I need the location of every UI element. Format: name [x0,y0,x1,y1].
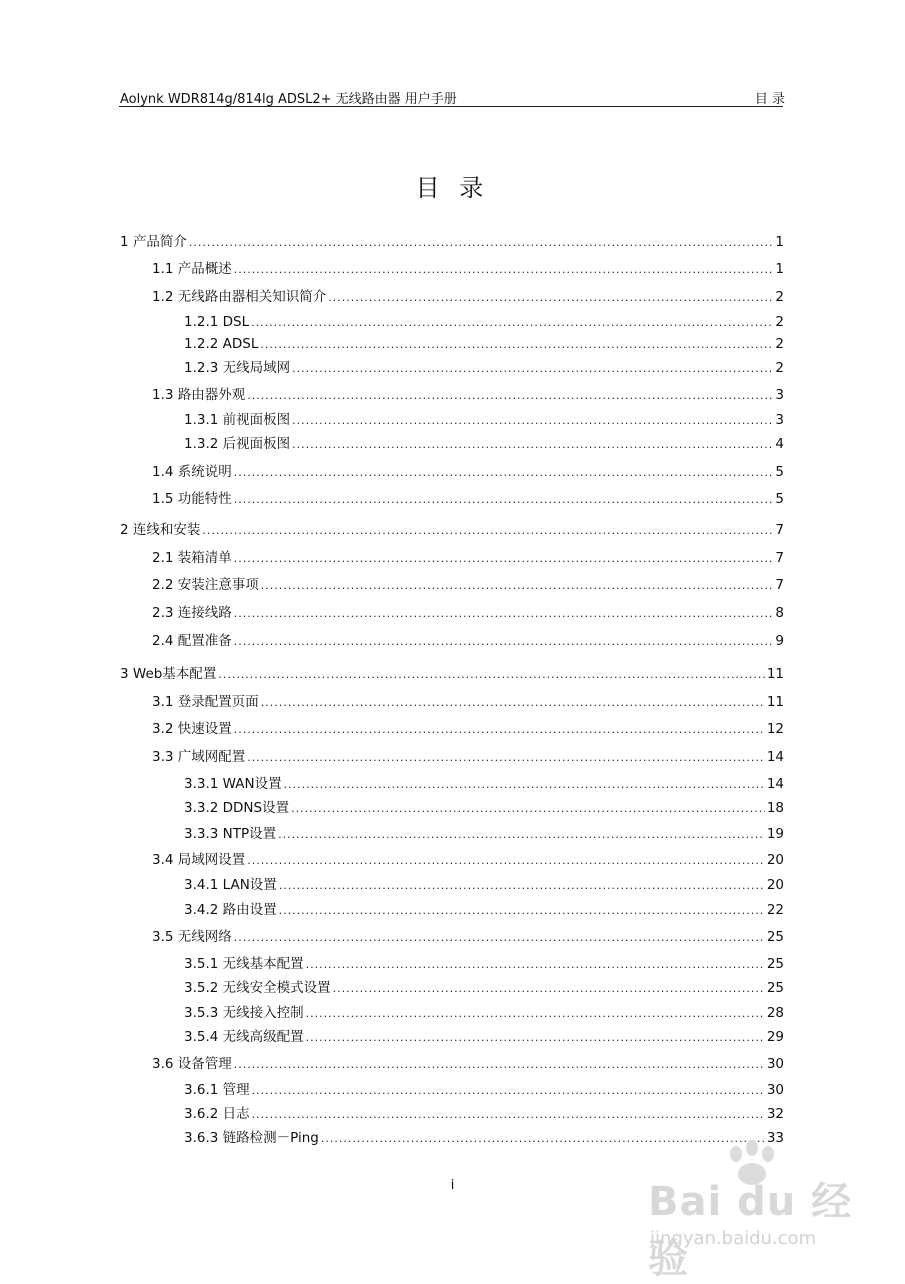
toc-entry-label: 3.6.1 管理 [184,1082,250,1098]
toc-leader-dots [306,1004,765,1024]
toc-leader-dots [234,604,774,624]
toc-entry-label: 1.3.2 后视面板图 [184,436,291,452]
toc-entry-label: 3.6 设备管理 [152,1056,232,1072]
toc-entry-label: 2.2 安装注意事项 [152,577,259,593]
toc-entry-page: 3 [775,387,784,403]
toc-entry-label: 3.3.2 DDNS设置 [184,800,290,816]
toc-entry-page: 5 [775,491,784,507]
toc-entry-page: 2 [775,360,784,376]
toc-entry[interactable] [152,850,784,870]
toc-entry-page: 7 [775,550,784,566]
toc-entry[interactable] [184,875,784,895]
toc-leader-dots [234,260,774,280]
toc-entry-label: 3.2 快速设置 [152,721,232,737]
toc-leader-dots [252,1081,765,1101]
toc-entry[interactable] [184,978,784,998]
toc-entry[interactable] [152,631,784,651]
toc-leader-dots [234,928,765,948]
toc-entry-page: 22 [766,902,784,918]
toc-leader-dots [234,549,774,569]
toc-entry-page: 20 [766,877,784,893]
watermark [640,1140,870,1282]
toc-leader-dots [260,335,773,355]
toc-entry-label: 1.3.1 前视面板图 [184,412,291,428]
toc-entry[interactable] [152,548,784,568]
toc-leader-dots [292,411,773,431]
toc-entry-label: 3.5.4 无线高级配置 [184,1029,304,1045]
toc-entry[interactable] [184,824,784,844]
toc-entry-page: 32 [766,1106,784,1122]
running-header-section: 目 录 [754,92,785,107]
toc-entry-page: 12 [766,721,784,737]
toc-entry-label: 3.5 无线网络 [152,929,232,945]
toc-entry-page: 14 [766,776,784,792]
toc-entry[interactable] [184,954,784,974]
toc-entry[interactable] [184,774,784,794]
toc-entry[interactable] [120,664,784,684]
toc-entry-page: 1 [775,234,784,250]
toc-entry-label: 1.1 产品概述 [152,261,232,277]
toc-leader-dots [261,693,765,713]
toc-entry-page: 3 [775,412,784,428]
toc-entry-page: 8 [775,605,784,621]
toc-entry-page: 29 [766,1029,784,1045]
toc-entry[interactable] [184,312,784,332]
header-rule [119,106,783,107]
toc-entry-label: 1.2 无线路由器相关知识简介 [152,289,327,305]
toc-leader-dots [218,665,764,685]
toc-entry-page: 30 [766,1082,784,1098]
page-title: 目 录 [415,174,490,202]
toc-entry-page: 2 [775,289,784,305]
toc-leader-dots [284,775,765,795]
toc-leader-dots [234,720,765,740]
toc-entry[interactable] [152,1054,784,1074]
toc-entry[interactable] [152,575,784,595]
toc-entry-label: 3.4 局域网设置 [152,852,246,868]
toc-entry-page: 5 [775,464,784,480]
toc-entry[interactable] [184,334,784,354]
toc-entry-label: 1.5 功能特性 [152,491,232,507]
toc-entry[interactable] [184,1027,784,1047]
toc-entry[interactable] [184,434,784,454]
toc-entry[interactable] [184,1104,784,1124]
toc-leader-dots [202,521,773,541]
toc-entry-label: 3.4.2 路由设置 [184,902,277,918]
toc-entry-page: 25 [766,956,784,972]
toc-entry[interactable] [184,410,784,430]
toc-entry-page: 1 [775,261,784,277]
toc-entry-label: 3 Web基本配置 [120,666,217,682]
toc-entry-page: 11 [766,666,784,682]
toc-entry[interactable] [184,900,784,920]
toc-entry[interactable] [152,462,784,482]
toc-leader-dots [291,799,765,819]
toc-entry-page: 28 [766,1005,784,1021]
toc-entry[interactable] [120,520,784,540]
toc-entry-page: 9 [775,633,784,649]
toc-entry-label: 3.3 广域网配置 [152,749,246,765]
toc-leader-dots [306,1028,765,1048]
toc-entry-page: 33 [766,1130,784,1146]
toc-entry-label: 2 连线和安装 [120,522,201,538]
toc-entry-page: 11 [766,694,784,710]
toc-leader-dots [234,463,774,483]
watermark-url: jingyan.baidu.com [650,1228,817,1249]
toc-entry-page: 14 [766,749,784,765]
toc-entry-page: 19 [766,826,784,842]
toc-entry[interactable] [184,1003,784,1023]
toc-entry-page: 25 [766,980,784,996]
toc-entry-page: 20 [766,852,784,868]
toc-leader-dots [292,359,773,379]
toc-leader-dots [252,1105,765,1125]
toc-entry[interactable] [152,385,784,405]
toc-leader-dots [328,288,773,308]
toc-entry-label: 3.1 登录配置页面 [152,694,259,710]
toc-entry-page: 30 [766,1056,784,1072]
toc-leader-dots [247,851,765,871]
toc-entry-label: 3.4.1 LAN设置 [184,877,277,893]
toc-entry-page: 25 [766,929,784,945]
toc-leader-dots [306,955,765,975]
toc-entry[interactable] [152,747,784,767]
toc-leader-dots [278,825,765,845]
toc-leader-dots [189,233,774,253]
toc-entry-label: 3.5.3 无线接入控制 [184,1005,304,1021]
toc-entry[interactable] [152,692,784,712]
toc-entry-label: 3.5.2 无线安全模式设置 [184,980,331,996]
toc-entry-label: 3.6.2 日志 [184,1106,250,1122]
toc-entry-label: 2.4 配置准备 [152,633,232,649]
toc-leader-dots [279,876,765,896]
toc-leader-dots [251,313,773,333]
toc-leader-dots [247,748,765,768]
toc-entry[interactable] [152,259,784,279]
toc-leader-dots [261,576,774,596]
toc-entry-page: 7 [775,522,784,538]
toc-entry-label: 3.3.3 NTP设置 [184,826,277,842]
toc-entry[interactable] [152,489,784,509]
toc-leader-dots [234,490,774,510]
toc-entry[interactable] [152,287,784,307]
watermark-logo-text: Bai du 经验 [648,1179,853,1282]
toc-entry-label: 1.3 路由器外观 [152,387,246,403]
toc-entry-label: 3.3.1 WAN设置 [184,776,282,792]
toc-entry-page: 4 [775,436,784,452]
toc-entry[interactable] [152,603,784,623]
toc-entry-label: 1.2.3 无线局域网 [184,360,291,376]
toc-leader-dots [333,979,765,999]
toc-entry-label: 2.3 连接线路 [152,605,232,621]
toc-leader-dots [234,632,774,652]
toc-entry-page: 7 [775,577,784,593]
toc-entry[interactable] [152,927,784,947]
page-number: i [450,1178,455,1193]
running-header-title: Aolynk WDR814g/814lg ADSL2+ 无线路由器 用户手册 [120,92,457,107]
toc-entry[interactable] [152,719,784,739]
toc-entry-label: 1.2.2 ADSL [184,336,259,352]
toc-entry-label: 1.4 系统说明 [152,464,232,480]
toc-leader-dots [292,435,773,455]
toc-entry-page: 2 [775,336,784,352]
toc-entry-label: 2.1 装箱清单 [152,550,232,566]
toc-entry[interactable] [184,358,784,378]
toc-entry-page: 18 [766,800,784,816]
toc-entry[interactable] [184,1080,784,1100]
toc-leader-dots [279,901,765,921]
toc-entry-label: 1 产品简介 [120,234,187,250]
toc-entry[interactable] [184,798,784,818]
toc-entry[interactable] [120,232,784,252]
toc-leader-dots [247,386,773,406]
toc-leader-dots [234,1055,765,1075]
toc-entry-page: 2 [775,314,784,330]
toc-entry-label: 3.5.1 无线基本配置 [184,956,304,972]
toc-entry-label: 3.6.3 链路检测－Ping [184,1130,319,1146]
toc-entry-label: 1.2.1 DSL [184,314,250,330]
